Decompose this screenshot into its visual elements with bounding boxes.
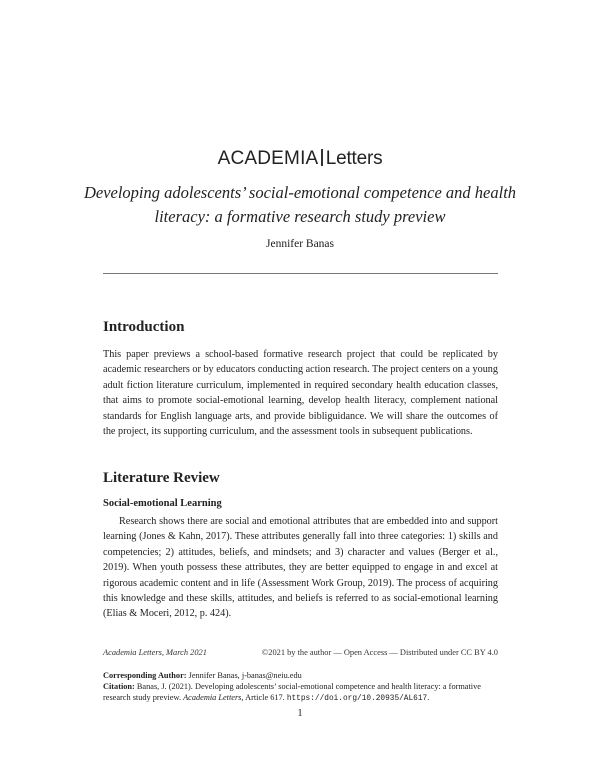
journal-section: Letters <box>325 148 383 169</box>
citation-line: Citation: Banas, J. (2021). Developing adolescents’ social-emotional competence and health literacy: a formative research study preview. Academia Letters, Article 617. https://doi.org/10.20935/AL617. <box>103 682 481 704</box>
citation-journal: Academia Letters <box>183 693 242 703</box>
license-note: ©2021 by the author — Open Access — Distributed under CC BY 4.0 <box>261 648 498 657</box>
journal-date: Academia Letters, March 2021 <box>103 648 207 657</box>
citation-article: , Article 617. <box>241 693 285 703</box>
introduction-heading: Introduction <box>103 319 185 335</box>
logo-divider <box>321 149 322 166</box>
corresponding-block <box>103 670 503 706</box>
corresponding-label: Corresponding Author: <box>103 671 187 680</box>
introduction-paragraph: This paper previews a school-based formative research project that could be replicated by academic researchers or by educators conducting action research. The project centers on a young adult fiction literature curriculum, implemented in required secondary health education classes, that aims to promote social-emotional learning, develop health literacy, complement national standards for English language arts, and provide bibliguidance. We will share the outcomes of the project, its supporting curriculum, and the assessment tools in subsequent publications. <box>103 349 498 438</box>
corresponding-author-line <box>103 670 503 681</box>
citation-text: Banas, J. (2021). Developing adolescents’ social-emotional competence and health literacy: a formative research study preview. <box>103 682 481 703</box>
literature-review-paragraph: Research shows there are social and emotional attributes that are embedded into and support learning (Jones & Kahn, 2017). These attributes generally fall into three categories: 1) skills and competencies; 2) attitudes, beliefs, and mindsets; and 3) character and values (Berger et al., 2019). When youth possess these attributes, they are better equipped to engage in and excel at rigorous academic content and in life (Assessment Work Group, 2019). The process of acquiring this knowledge and these skills, attitudes, and beliefs is referred to as social-emotional learning (Elias & Moceri, 2012, p. 424). <box>103 516 498 620</box>
literature-review-heading: Literature Review <box>103 470 220 486</box>
corresponding-value: Jennifer Banas, j-banas@neiu.edu <box>188 671 302 680</box>
citation-doi-link[interactable]: https://doi.org/10.20935/AL617 <box>286 695 428 704</box>
title-divider <box>103 273 498 274</box>
citation-label: Citation: <box>103 682 135 692</box>
journal-brand: ACADEMIA <box>217 148 319 169</box>
page-number: 1 <box>297 708 303 719</box>
sel-subheading: Social-emotional Learning <box>103 498 222 509</box>
journal-logo <box>0 148 600 170</box>
article-author: Jennifer Banas <box>265 238 335 250</box>
article-title: Developing adolescents’ social-emotional competence and health literacy: a formative research study preview <box>83 183 517 226</box>
